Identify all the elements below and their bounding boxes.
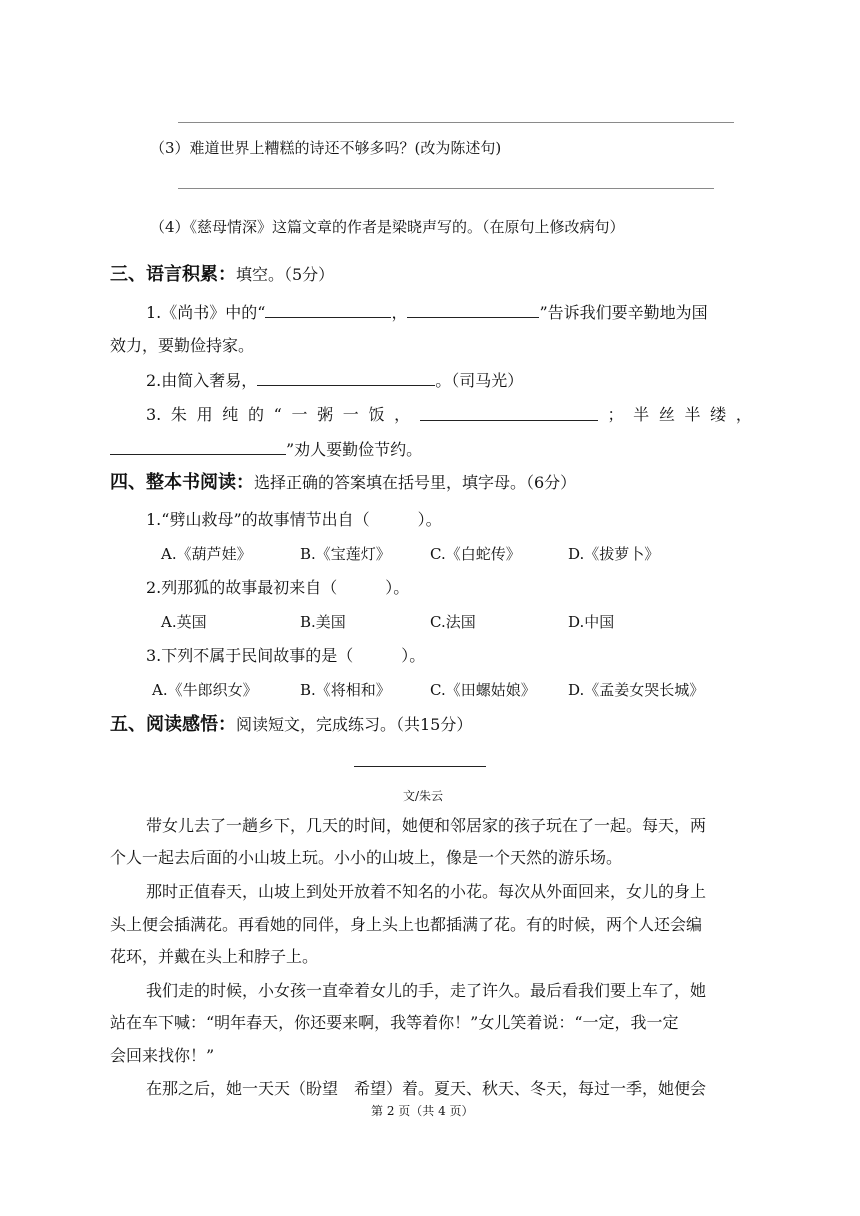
fill-blank[interactable]	[420, 404, 598, 421]
option-b[interactable]: B.《将相和》	[300, 681, 391, 699]
s3c: 缕	[710, 405, 727, 424]
answer-line-2[interactable]	[178, 122, 734, 123]
article-author: 文/朱云	[403, 789, 444, 803]
option-b[interactable]: B.美国	[300, 613, 346, 631]
section-5-heading	[110, 713, 472, 737]
article-line: 头上便会插满花。再看她的同伴，身上头上也都插满了花。有的时候，两个人还会编	[110, 915, 703, 934]
fill-blank[interactable]	[110, 438, 286, 455]
fill-blank[interactable]	[257, 369, 435, 386]
article-line: 会回来找你！”	[110, 1046, 215, 1065]
sec4-question-1: 1.“劈山救母”的故事情节出自（ ）。	[146, 510, 442, 529]
article-line: 带女儿去了一趟乡下，几天的时间，她便和邻居家的孩子玩在了一起。每天，两	[146, 816, 707, 835]
option-a[interactable]: A.《牛郎织女》	[152, 681, 258, 699]
option-d[interactable]: D.《拔萝卜》	[568, 545, 660, 563]
s3c: 丝	[658, 405, 675, 424]
s3c: 饭	[368, 405, 385, 424]
section-5-title: 五、阅读感悟：	[110, 714, 236, 735]
section-4-instruction: 选择正确的答案填在括号里，填字母。（6分）	[254, 473, 577, 492]
article-line: 那时正值春天，山坡上到处开放着不知名的小花。每次从外面回来，女儿的身上	[146, 882, 707, 901]
fill-blank[interactable]	[265, 301, 391, 318]
sec3-item-3	[146, 404, 752, 426]
sec3-item-1-comma: ，	[391, 303, 408, 322]
article-line: 我们走的时候，小女孩一直牵着女儿的手，走了许久。最后看我们要上车了，她	[146, 981, 707, 1000]
sec3-item-2-source: 。（司马光）	[435, 371, 524, 390]
sec3-item-3-cont	[110, 438, 422, 461]
sec4-question-2: 2.列那狐的故事最初来自（ ）。	[146, 578, 410, 597]
s3c: 一	[291, 405, 308, 424]
article-line: 在那之后，她一天天（盼望 希望）着。夏天、秋天、冬天，每过一季，她便会	[146, 1079, 707, 1098]
s3c: “	[273, 405, 282, 424]
fill-blank[interactable]	[407, 301, 539, 318]
s3c: 粥	[317, 405, 334, 424]
s3c: 朱	[170, 405, 187, 424]
option-d[interactable]: D.《孟姜女哭长城》	[568, 681, 705, 699]
article-line: 站在车下喊：“明年春天，你还要来啊，我等着你！”女儿笑着说：“一定，我一定	[110, 1013, 679, 1032]
option-a[interactable]: A.《葫芦娃》	[161, 545, 252, 563]
s3c: 的	[247, 405, 264, 424]
option-c[interactable]: C.法国	[430, 613, 476, 631]
s3c: 一	[342, 405, 359, 424]
article-line: 个人一起去后面的小山坡上玩。小小的山坡上，像是一个天然的游乐场。	[110, 848, 623, 867]
option-d[interactable]: D.中国	[568, 613, 615, 631]
sec3-item-1-cont: 效力，要勤俭持家。	[110, 336, 255, 355]
s3c: ；	[607, 405, 624, 424]
sec3-item-1	[146, 301, 708, 324]
option-c[interactable]: C.《田螺姑娘》	[430, 681, 536, 699]
sec3-item-2-text: 2.由简入奢易，	[146, 371, 258, 390]
section-4-title: 四、整本书阅读：	[110, 472, 254, 493]
s3c: 纯	[222, 405, 239, 424]
sec3-item-2	[146, 369, 523, 392]
option-b[interactable]: B.《宝莲灯》	[300, 545, 391, 563]
article-line: 花环，并戴在头上和脖子上。	[110, 947, 319, 966]
s3c: 用	[196, 405, 213, 424]
section-3-title: 三、语言积累：	[110, 264, 236, 285]
sec3-item-3-end: ”劝人要勤俭节约。	[286, 440, 423, 459]
s3c: ，	[735, 405, 752, 424]
option-c[interactable]: C.《白蛇传》	[430, 545, 521, 563]
section-3-heading	[110, 263, 334, 287]
sec3-item-1-text: 1.《尚书》中的“	[146, 303, 266, 322]
answer-line-3[interactable]	[178, 188, 714, 189]
s3c: 半	[633, 405, 650, 424]
s3c: 3.	[146, 405, 162, 424]
s3c: ，	[394, 405, 411, 424]
page-footer: 第 2 页（共 4 页）	[371, 1104, 474, 1118]
option-a[interactable]: A.英国	[161, 613, 207, 631]
question-4: （4）《慈母情深》这篇文章的作者是梁晓声写的。（在原句上修改病句）	[150, 218, 625, 236]
section-4-heading	[110, 471, 576, 495]
s3c: 半	[684, 405, 701, 424]
sec3-item-1-text-b: ”告诉我们要辛勤地为国	[539, 303, 708, 322]
section-5-instruction: 阅读短文，完成练习。（共15分）	[236, 715, 473, 734]
section-3-instruction: 填空。（5分）	[236, 265, 335, 284]
article-title-blank[interactable]	[354, 766, 486, 767]
question-3: （3）难道世界上糟糕的诗还不够多吗？(改为陈述句)	[150, 139, 502, 157]
sec4-question-3: 3.下列不属于民间故事的是（ ）。	[146, 646, 426, 665]
